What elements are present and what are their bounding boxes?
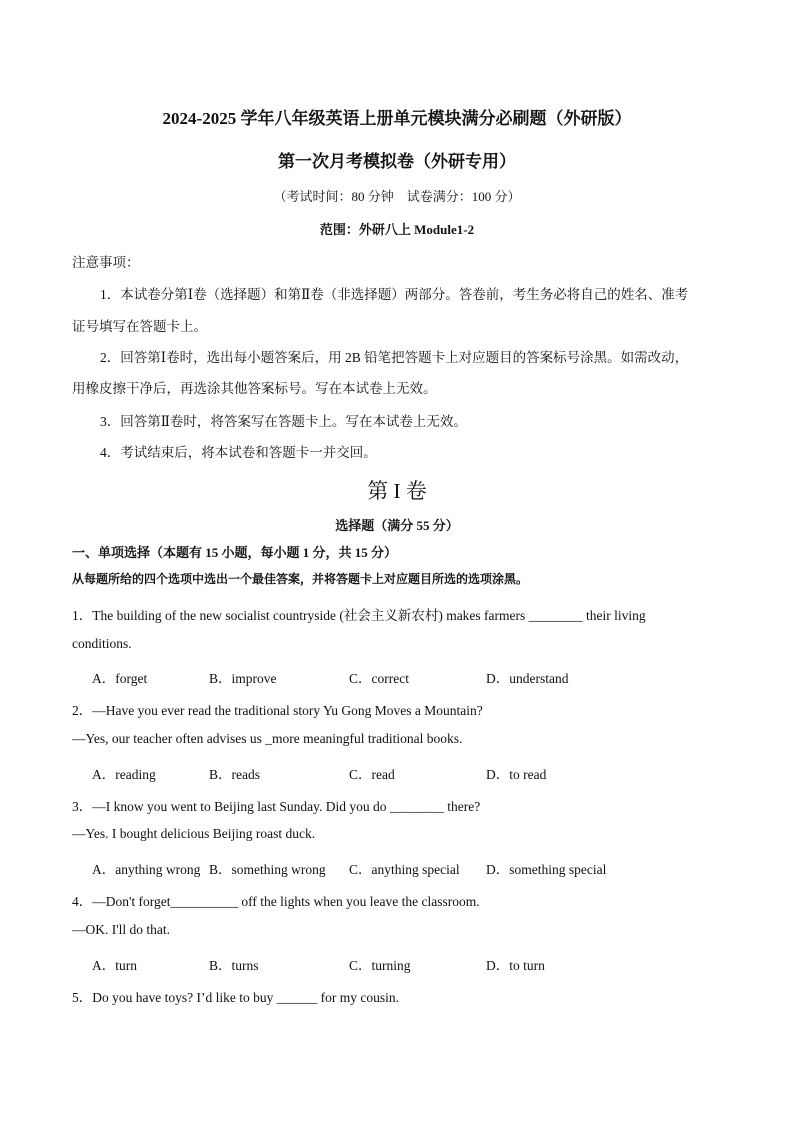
note-item-1: 1．本试卷分第Ⅰ卷（选择题）和第Ⅱ卷（非选择题）两部分。答卷前，考生务必将自己的姓名、准考 bbox=[100, 287, 689, 302]
exam-time-info: （考试时间：80 分钟 试卷满分：100 分） bbox=[273, 189, 521, 204]
question-3-option-d: D．something special bbox=[486, 862, 607, 877]
question-1-option-c: C．correct bbox=[349, 671, 409, 686]
exam-title: 2024-2025 学年八年级英语上册单元模块满分必刷题（外研版） bbox=[162, 109, 632, 128]
question-2-option-b: B．reads bbox=[209, 767, 260, 782]
exam-range: 范围：外研八上 Module1-2 bbox=[319, 222, 475, 237]
question-5-text: 5．Do you have toys? I’d like to buy ______ for my cousin. bbox=[72, 990, 399, 1005]
question-1-option-a: A．forget bbox=[92, 671, 148, 686]
section-instruction: 从每题所给的四个选项中选出一个最佳答案，并将答题卡上对应题目所选的选项涂黑。 bbox=[72, 572, 529, 586]
question-2-option-a: A．reading bbox=[92, 767, 156, 782]
note-item-2-cont: 用橡皮擦干净后，再选涂其他答案标号。写在本试卷上无效。 bbox=[72, 381, 437, 396]
question-4-option-a: A．turn bbox=[92, 958, 137, 973]
note-item-3: 3．回答第Ⅱ卷时，将答案写在答题卡上。写在本试卷上无效。 bbox=[100, 414, 467, 429]
question-4-option-b: B．turns bbox=[209, 958, 259, 973]
section-heading: 一、单项选择（本题有 15 小题，每小题 1 分，共 15 分） bbox=[72, 545, 398, 560]
question-3-option-c: C．anything special bbox=[349, 862, 460, 877]
question-1-option-d: D．understand bbox=[486, 671, 569, 686]
note-item-4: 4．考试结束后，将本试卷和答题卡一并交回。 bbox=[100, 445, 377, 460]
question-2-option-c: C．read bbox=[349, 767, 395, 782]
question-1-text: 1．The building of the new socialist countryside (社会主义新农村) makes farmers ________ their living bbox=[72, 608, 646, 623]
question-2-option-d: D．to read bbox=[486, 767, 547, 782]
question-3-option-b: B．something wrong bbox=[209, 862, 326, 877]
note-item-2: 2．回答第Ⅰ卷时，选出每小题答案后，用 2B 铅笔把答题卡上对应题目的答案标号涂黑。如需改动， bbox=[100, 350, 689, 365]
question-1-option-b: B．improve bbox=[209, 671, 277, 686]
question-4-option-c: C．turning bbox=[349, 958, 411, 973]
question-4-text-cont: —OK. I'll do that. bbox=[72, 922, 171, 937]
question-4-option-d: D．to turn bbox=[486, 958, 545, 973]
question-4-text: 4．—Don't forget__________ off the lights when you leave the classroom. bbox=[72, 894, 480, 909]
exam-subtitle: 第一次月考模拟卷（外研专用） bbox=[278, 152, 516, 171]
question-2-text-cont: —Yes, our teacher often advises us _more meaningful traditional books. bbox=[72, 731, 463, 746]
note-item-1-cont: 证号填写在答题卡上。 bbox=[72, 319, 207, 334]
question-1-text-cont: conditions. bbox=[72, 636, 132, 651]
notes-heading: 注意事项： bbox=[72, 255, 140, 270]
question-2-text: 2．—Have you ever read the traditional story Yu Gong Moves a Mountain? bbox=[72, 703, 483, 718]
part-label: 第 I 卷 bbox=[367, 479, 427, 503]
question-3-option-a: A．anything wrong bbox=[92, 862, 201, 877]
section-title: 选择题（满分 55 分） bbox=[335, 518, 459, 533]
question-3-text: 3．—I know you went to Beijing last Sunday. Did you do ________ there? bbox=[72, 799, 481, 814]
question-3-text-cont: —Yes. I bought delicious Beijing roast duck. bbox=[72, 826, 316, 841]
